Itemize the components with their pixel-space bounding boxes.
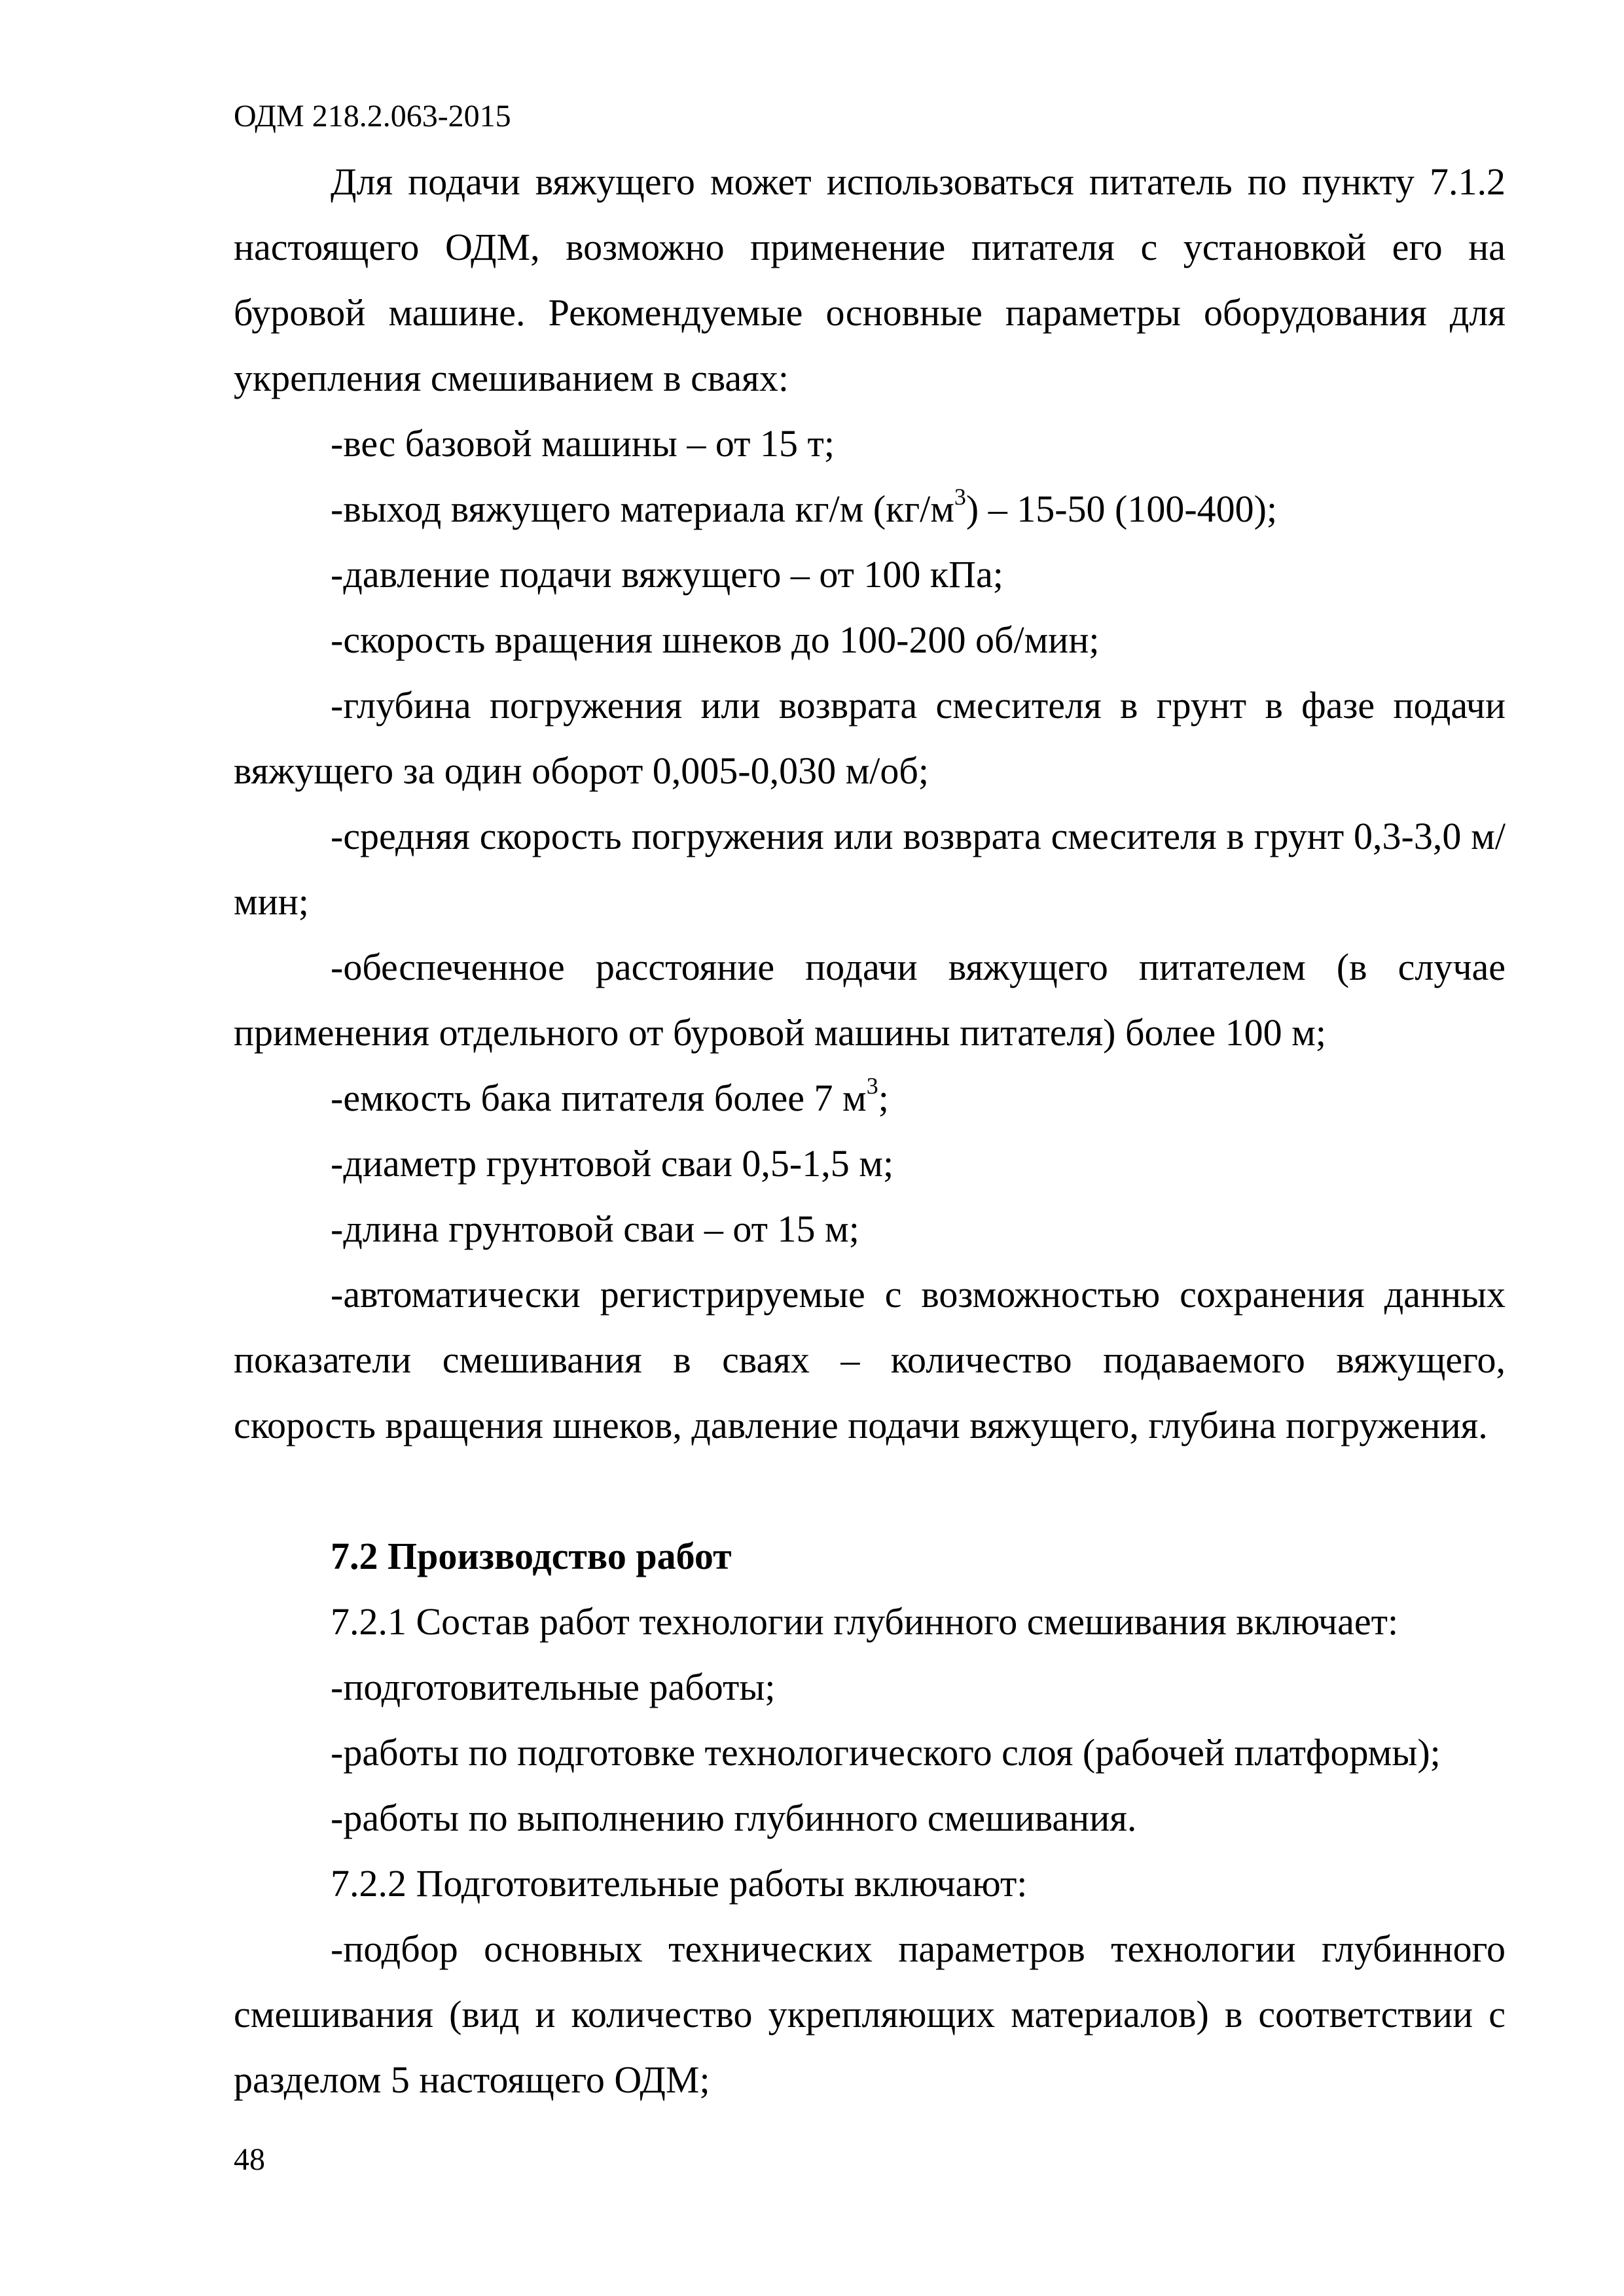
list-item-mixing-works: -работы по выполнению глубинного смешивания. [331, 1797, 1137, 1839]
paragraph-7-2-2: 7.2.2 Подготовительные работы включают: [331, 1862, 1028, 1905]
list-item-recorded-parameters: -автоматически регистрируемые с возможностью сохранения данных показатели смешивания в сваях – количество подаваемого вяжущего, скорость вращения шнеков, давление подачи вяжущего, глубина погружения. [234, 1273, 1506, 1446]
paragraph-feeder-intro: Для подачи вяжущего может использоваться питатель по пункту 7.1.2 настоящего ОДМ, возможно применение питателя с установкой его на буровой машине. Рекомендуемые основные параметры оборудования для укрепления смешиванием в сваях: [234, 160, 1506, 399]
list-item-pile-diameter: -диаметр грунтовой сваи 0,5-1,5 м; [331, 1142, 894, 1185]
section-heading-7-2: 7.2 Производство работ [331, 1535, 732, 1577]
list-item-binder-output [234, 476, 1506, 542]
list-item-preparatory-works: -подготовительные работы; [331, 1666, 776, 1708]
tank-capacity-end: ; [878, 1077, 889, 1119]
list-item-platform-works: -работы по подготовке технологического слоя (рабочей платформы); [331, 1731, 1441, 1774]
page-number: 48 [234, 2142, 265, 2177]
list-item-pile-length: -длина грунтовой сваи – от 15 м; [331, 1208, 859, 1250]
list-item-machine-weight: -вес базовой машины – от 15 т; [331, 422, 835, 465]
binder-output-values: ) – 15-50 (100-400); [965, 488, 1278, 530]
list-item-feed-distance: -обеспеченное расстояние подачи вяжущего питателем (в случае применения отдельного от буровой машины питателя) более 100 м; [234, 946, 1506, 1054]
list-item-average-speed: -средняя скорость погружения или возврата смесителя в грунт 0,3-3,0 м/мин; [234, 815, 1506, 923]
list-item-tank-capacity [234, 1066, 1506, 1131]
document-code-header: ОДМ 218.2.063-2015 [234, 99, 511, 134]
list-item-auger-speed: -скорость вращения шнеков до 100-200 об/мин; [331, 619, 1100, 661]
list-item-penetration-depth: -глубина погружения или возврата смесителя в грунт в фазе подачи вяжущего за один оборот 0,005-0,030 м/об; [234, 684, 1506, 792]
tank-capacity-text: -емкость бака питателя более 7 м [331, 1077, 867, 1119]
superscript-cubic: 3 [866, 1072, 878, 1099]
superscript-cubic: 3 [954, 483, 966, 510]
binder-output-text: -выход вяжущего материала кг/м (кг/м [331, 488, 954, 530]
list-item-parameter-selection: -подбор основных технических параметров технологии глубинного смешивания (вид и количество укрепляющих материалов) в соответствии с разделом 5 настоящего ОДМ; [234, 1928, 1506, 2101]
list-item-feed-pressure: -давление подачи вяжущего – от 100 кПа; [331, 553, 1003, 596]
document-body [234, 149, 1506, 2113]
paragraph-7-2-1: 7.2.1 Состав работ технологии глубинного смешивания включает: [331, 1600, 1399, 1643]
